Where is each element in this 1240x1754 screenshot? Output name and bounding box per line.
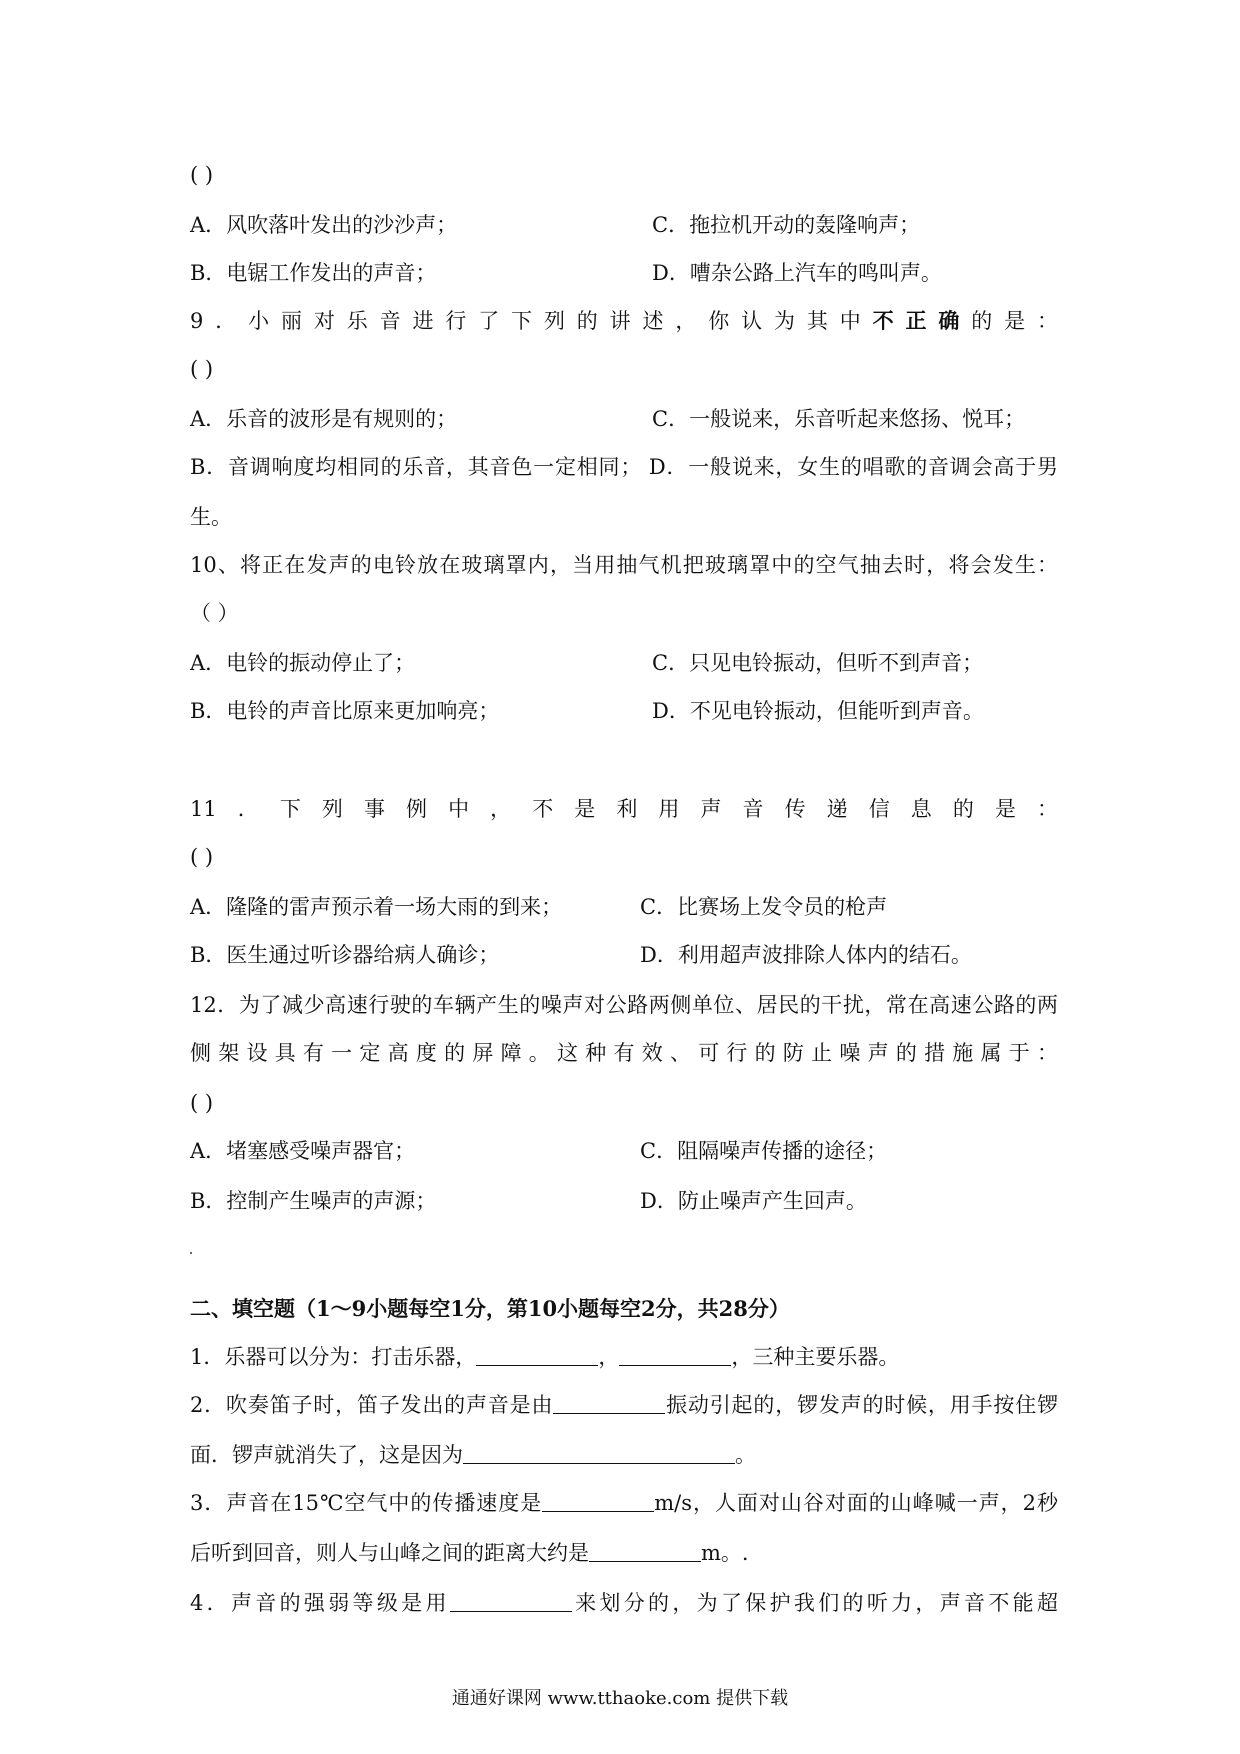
fill-q1: [190, 1342, 899, 1372]
fill-q3-line2: [190, 1538, 749, 1568]
section2-heading: 二、填空题（1～9小题每空1分，第10小题每空2分，共28分）: [190, 1296, 790, 1321]
fill-q1-text-a: 1．乐器可以分为：打击乐器，: [190, 1345, 477, 1369]
q12-option-c: C．阻隔噪声传播的途径；: [640, 1139, 888, 1163]
fill-q3-blank-1[interactable]: [542, 1489, 654, 1512]
fill-q3-text-b: m/s，人面对山谷对面的山峰喊一声，2秒: [654, 1491, 1058, 1515]
fill-q3-blank-2[interactable]: [589, 1539, 701, 1562]
fill-q2-line1: [190, 1390, 1058, 1420]
q10-option-d: D．不见电铃振动，但能听到声音。: [652, 699, 984, 723]
q10-stem: 10、将正在发声的电铃放在玻璃罩内，当用抽气机把玻璃罩中的空气抽去时，将会发生：: [190, 553, 1058, 577]
fill-q4-line1: [190, 1588, 1058, 1618]
fill-q2-blank-2[interactable]: [463, 1441, 735, 1464]
fill-q2-text-a: 2．吹奏笛子时，笛子发出的声音是由: [190, 1393, 554, 1417]
fill-q4-blank-1[interactable]: [450, 1589, 572, 1612]
fill-q2-text-b: 振动引起的，锣发声的时候，用手按住锣: [665, 1393, 1059, 1417]
q9-option-b-d: B．音调响度均相同的乐音，其音色一定相同； D．一般说来，女生的唱歌的音调会高于男: [190, 455, 1058, 479]
q11-answer-paren: ( ): [190, 845, 214, 869]
fill-q3-line1: [190, 1488, 1058, 1518]
q11-option-c: C．比赛场上发令员的枪声: [640, 895, 888, 919]
q9-answer-paren: ( ): [190, 357, 214, 381]
fill-q3-text-a: 3．声音在15℃空气中的传播速度是: [190, 1491, 543, 1515]
q9-option-c: C．一般说来，乐音听起来悠扬、悦耳；: [652, 407, 1026, 431]
page-footer: 通通好课网 www.tthaoke.com 提供下载: [451, 1688, 789, 1709]
q12-option-a: A．堵塞感受噪声器官；: [190, 1139, 416, 1163]
q9-stem: [190, 306, 1058, 336]
q8-option-b: B．电锯工作发出的声音；: [190, 261, 437, 285]
q12-answer-paren: ( ): [190, 1091, 214, 1115]
fill-q4-text-a: 4．声音的强弱等级是用: [190, 1591, 450, 1615]
fill-q2-text-d: 。: [735, 1443, 756, 1467]
q10-option-b: B．电铃的声音比原来更加响亮；: [190, 699, 500, 723]
fill-q4-text-b: 来划分的，为了保护我们的听力，声音不能超: [571, 1591, 1058, 1615]
q10-option-a: A．电铃的振动停止了；: [190, 651, 416, 675]
q9-option-d-continued: 生。: [190, 505, 232, 529]
fill-q2-line2: [190, 1440, 756, 1470]
fill-q1-blank-2[interactable]: [619, 1343, 731, 1366]
fill-q2-blank-1[interactable]: [553, 1391, 665, 1414]
q8-answer-paren: ( ): [190, 163, 214, 187]
q11-option-b: B．医生通过听诊器给病人确诊；: [190, 943, 500, 967]
q9-stem-part1: 9．小丽对乐音进行了下列的讲述，你认为其中: [190, 309, 873, 333]
q9-stem-part2: 的是：: [971, 309, 1059, 333]
fill-q1-separator: ，: [598, 1345, 620, 1369]
fill-q3-text-d: m。.: [701, 1541, 749, 1565]
scan-speck: [190, 1252, 192, 1254]
q8-option-a: A．风吹落叶发出的沙沙声；: [190, 213, 458, 237]
q9-option-a: A．乐音的波形是有规则的；: [190, 407, 458, 431]
fill-q3-text-c: 后听到回音，则人与山峰之间的距离大约是: [190, 1541, 589, 1565]
q12-stem-line2: 侧架设具有一定高度的屏障。这种有效、可行的防止噪声的措施属于：: [190, 1041, 1058, 1065]
fill-q2-text-c: 面．锣声就消失了，这是因为: [190, 1443, 463, 1467]
q11-option-d: D．利用超声波排除人体内的结石。: [640, 943, 972, 967]
q10-answer-paren: （ ）: [190, 601, 239, 625]
q8-option-c: C．拖拉机开动的轰隆响声；: [652, 213, 921, 237]
q9-stem-emphasis: 不正确: [872, 308, 972, 333]
q11-option-a: A．隆隆的雷声预示着一场大雨的到来；: [190, 895, 563, 919]
fill-q1-text-b: ，三种主要乐器。: [731, 1345, 900, 1369]
q11-stem: 11．下列事例中，不是利用声音传递信息的是：: [190, 797, 1058, 821]
fill-q1-blank-1[interactable]: [476, 1343, 598, 1366]
q12-option-d: D．防止噪声产生回声。: [640, 1189, 867, 1213]
q8-option-d: D．嘈杂公路上汽车的鸣叫声。: [652, 261, 942, 285]
q12-stem-line1: 12．为了减少高速行驶的车辆产生的噪声对公路两侧单位、居民的干扰，常在高速公路的两: [190, 993, 1058, 1017]
q10-option-c: C．只见电铃振动，但听不到声音；: [652, 651, 984, 675]
q12-option-b: B．控制产生噪声的声源；: [190, 1189, 437, 1213]
